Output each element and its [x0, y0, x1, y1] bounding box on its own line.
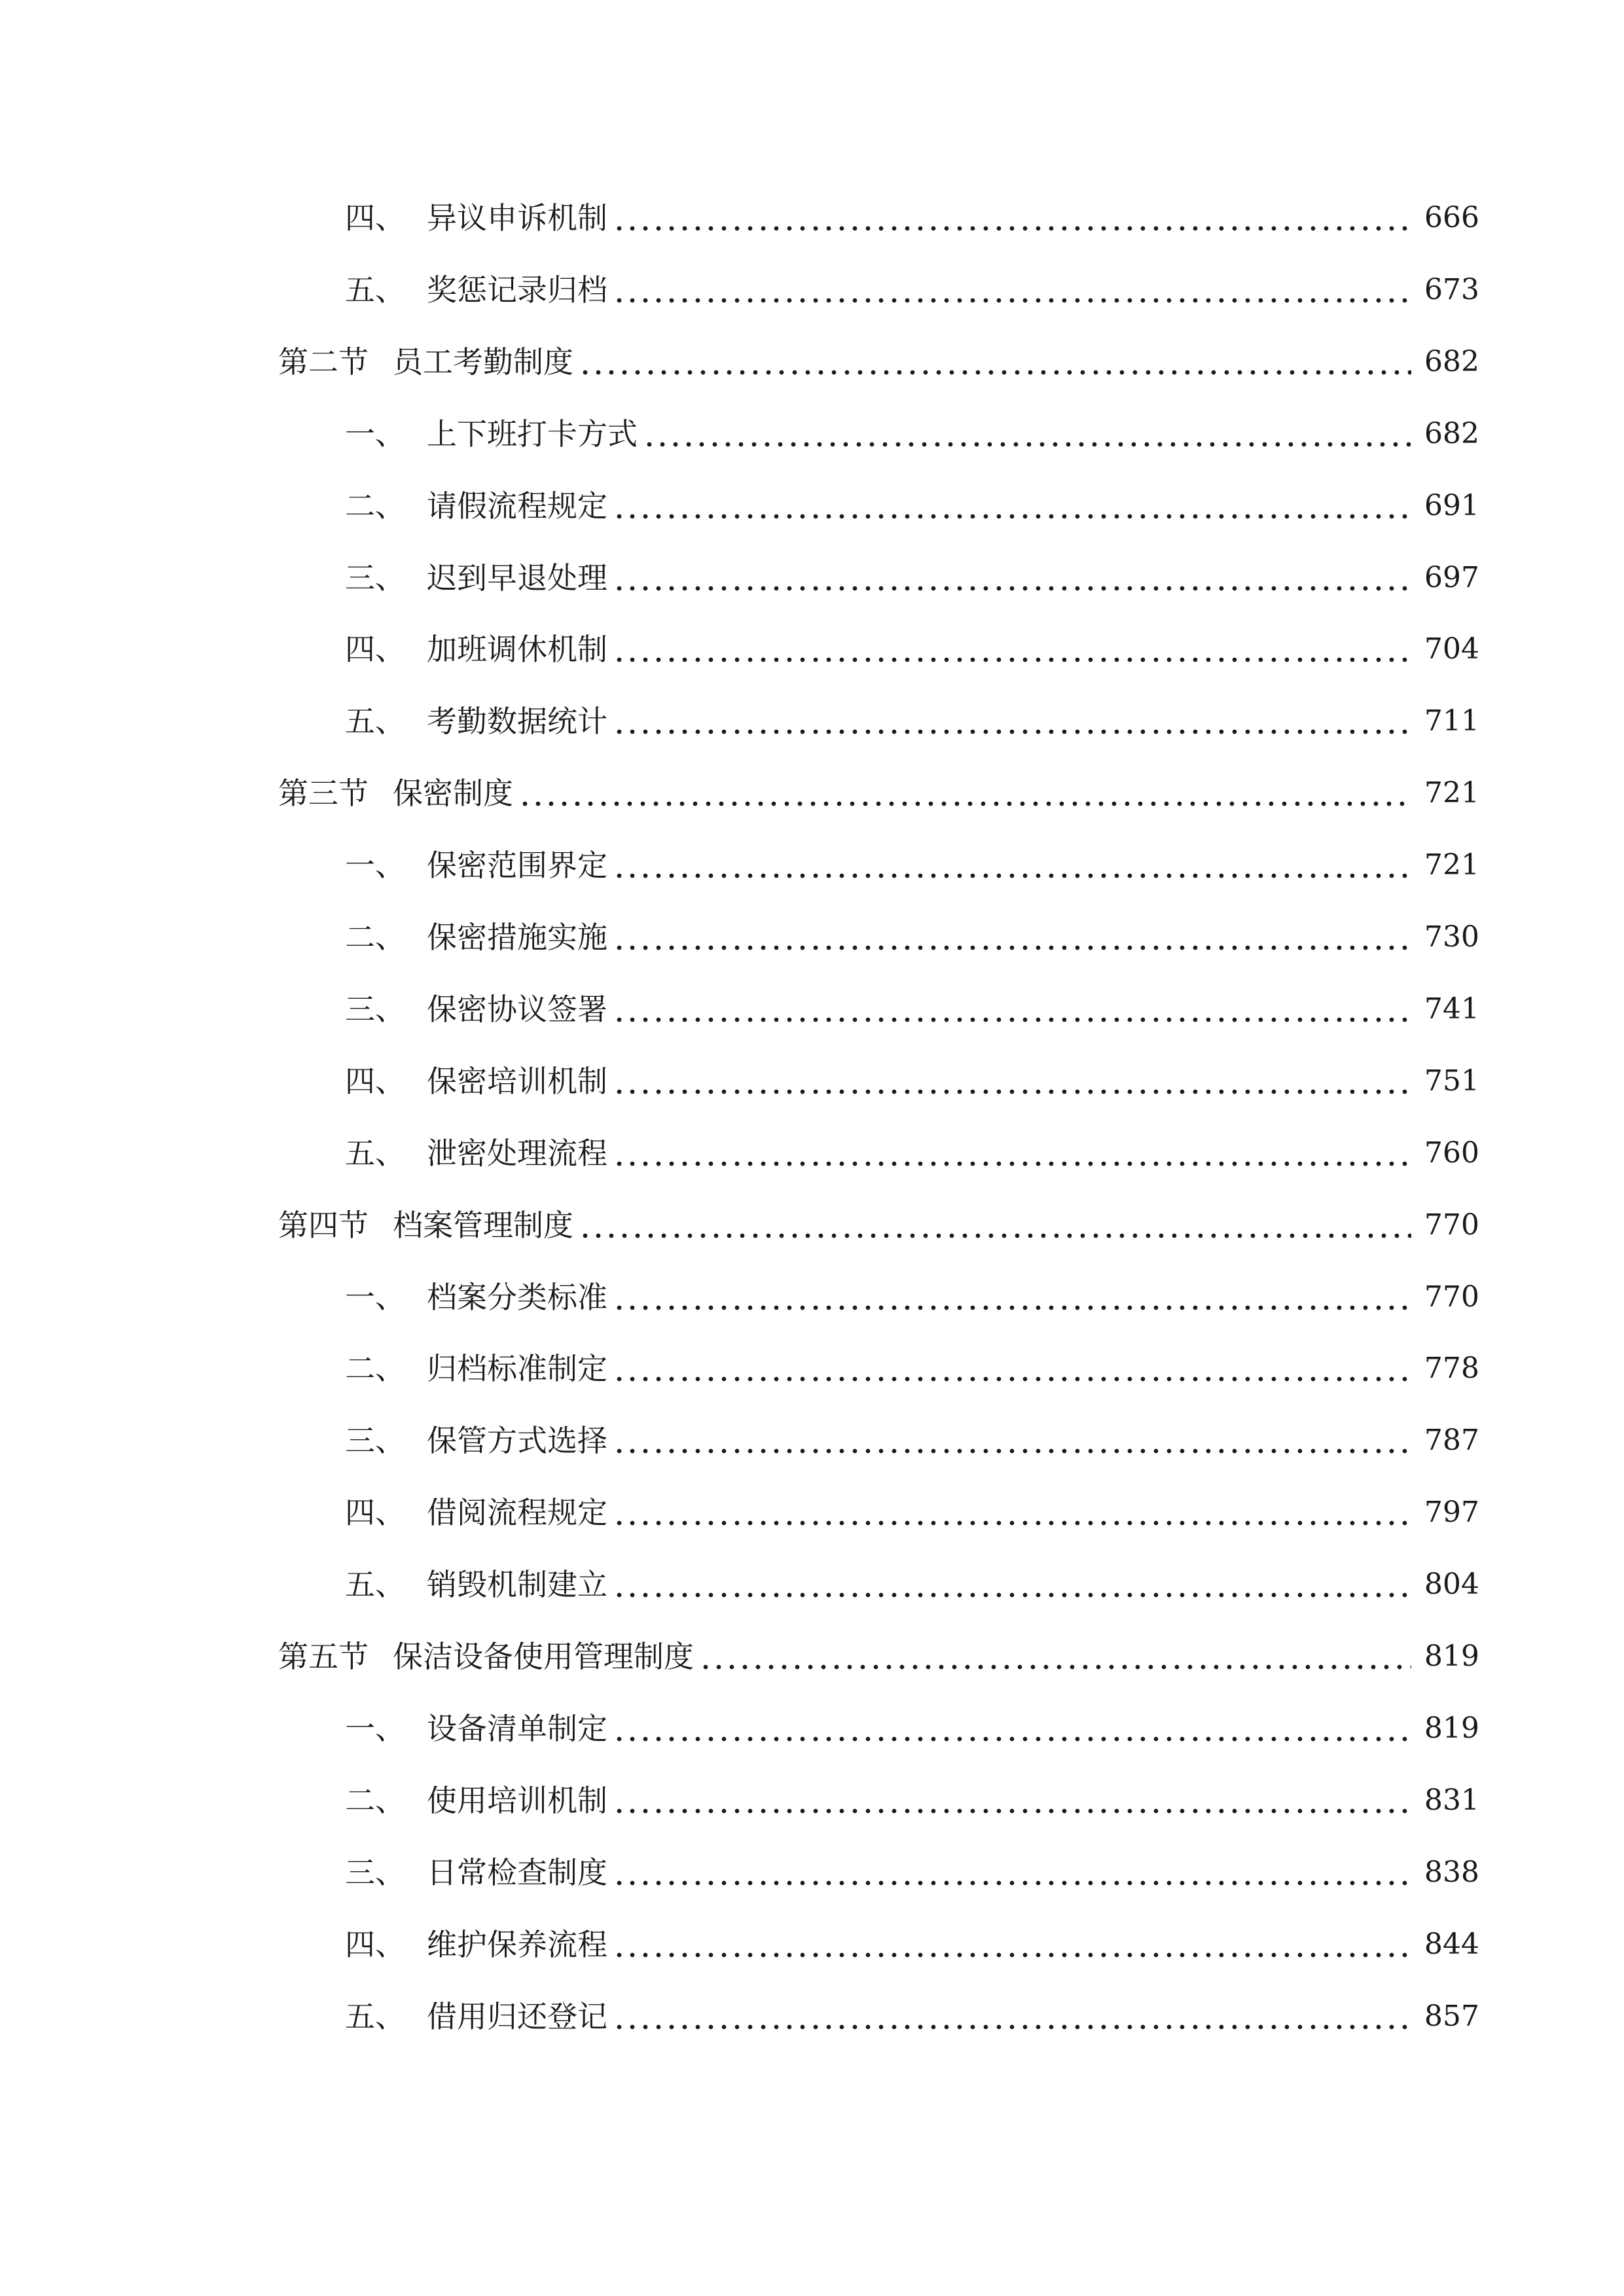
section-number: 第二节: [278, 344, 369, 380]
section-number: 第四节: [278, 1208, 369, 1243]
page-number: 721: [1424, 848, 1479, 882]
page-number: 673: [1424, 273, 1479, 306]
page-number: 819: [1424, 1712, 1479, 1745]
section-title: 员工考勤制度: [393, 344, 573, 380]
toc-section[interactable]: [278, 770, 1479, 816]
dot-leader: [613, 1706, 1411, 1751]
page-number: 770: [1424, 1280, 1479, 1314]
page-number: 844: [1424, 1928, 1479, 1961]
toc-entry[interactable]: [345, 698, 1479, 744]
page-number: 770: [1424, 1208, 1479, 1242]
entry-title: 档案分类标准: [427, 1280, 607, 1315]
dot-leader: [579, 1202, 1411, 1248]
entry-title: 设备清单制定: [427, 1711, 607, 1746]
entry-title: 迟到早退处理: [427, 560, 607, 596]
dot-leader: [518, 770, 1411, 816]
page-number: 787: [1424, 1424, 1479, 1457]
entry-number: 五、: [345, 1567, 405, 1602]
section-number: 第五节: [278, 1639, 369, 1674]
toc-section[interactable]: [278, 339, 1479, 385]
dot-leader: [613, 1274, 1411, 1320]
toc-entry[interactable]: [345, 1850, 1479, 1895]
entry-title: 归档标准制定: [427, 1351, 607, 1386]
page-number: 711: [1424, 704, 1479, 738]
page-number: 741: [1424, 992, 1479, 1026]
entry-number: 一、: [345, 1280, 405, 1315]
entry-number: 三、: [345, 1423, 405, 1458]
entry-number: 二、: [345, 1783, 405, 1818]
dot-leader: [613, 1850, 1411, 1895]
page-number: 730: [1424, 920, 1479, 954]
dot-leader: [613, 1562, 1411, 1607]
page-number: 751: [1424, 1064, 1479, 1098]
page-number: 682: [1424, 345, 1479, 378]
page-number: 819: [1424, 1640, 1479, 1673]
toc-entry[interactable]: [345, 1346, 1479, 1391]
entry-title: 借阅流程规定: [427, 1495, 607, 1530]
entry-number: 四、: [345, 1927, 405, 1962]
dot-leader: [613, 195, 1411, 241]
page-number: 704: [1424, 632, 1479, 666]
entry-title: 保密措施实施: [427, 920, 607, 955]
page-number: 721: [1424, 776, 1479, 810]
entry-title: 泄密处理流程: [427, 1136, 607, 1171]
page-number: 778: [1424, 1352, 1479, 1385]
dot-leader: [613, 267, 1411, 313]
entry-number: 一、: [345, 416, 405, 452]
toc-entry[interactable]: [345, 1562, 1479, 1607]
dot-leader: [579, 339, 1411, 385]
entry-number: 五、: [345, 1136, 405, 1171]
entry-number: 四、: [345, 200, 405, 236]
section-title: 保密制度: [393, 776, 513, 811]
entry-title: 保密协议签署: [427, 992, 607, 1027]
dot-leader: [613, 555, 1411, 601]
toc-entry[interactable]: [345, 842, 1479, 888]
entry-title: 销毁机制建立: [427, 1567, 607, 1602]
toc-entry[interactable]: [345, 1994, 1479, 2039]
dot-leader: [613, 1058, 1411, 1104]
toc-entry[interactable]: [345, 986, 1479, 1032]
toc-entry[interactable]: [345, 1706, 1479, 1751]
toc-entry[interactable]: [345, 411, 1479, 457]
entry-title: 借用归还登记: [427, 1999, 607, 2034]
dot-leader: [613, 698, 1411, 744]
entry-title: 保管方式选择: [427, 1423, 607, 1458]
entry-number: 二、: [345, 488, 405, 524]
entry-number: 三、: [345, 560, 405, 596]
page-number: 760: [1424, 1136, 1479, 1170]
page-number: 857: [1424, 2000, 1479, 2033]
entry-number: 三、: [345, 992, 405, 1027]
section-title: 档案管理制度: [393, 1208, 573, 1243]
entry-title: 保密培训机制: [427, 1064, 607, 1099]
entry-number: 五、: [345, 272, 405, 308]
toc-entry[interactable]: [345, 1418, 1479, 1463]
dot-leader: [613, 1778, 1411, 1823]
entry-title: 异议申诉机制: [427, 200, 607, 236]
toc-entry[interactable]: [345, 626, 1479, 672]
entry-number: 五、: [345, 704, 405, 739]
dot-leader: [699, 1634, 1411, 1679]
page-number: 797: [1424, 1496, 1479, 1529]
entry-title: 奖惩记录归档: [427, 272, 607, 308]
toc-entry[interactable]: [345, 1922, 1479, 1967]
toc-entry[interactable]: [345, 914, 1479, 960]
entry-number: 四、: [345, 1495, 405, 1530]
dot-leader: [613, 1130, 1411, 1176]
toc-entry[interactable]: [345, 195, 1479, 241]
dot-leader: [613, 626, 1411, 672]
section-number: 第三节: [278, 776, 369, 811]
dot-leader: [643, 411, 1411, 457]
entry-number: 五、: [345, 1999, 405, 2034]
entry-title: 日常检查制度: [427, 1855, 607, 1890]
page-number: 682: [1424, 417, 1479, 450]
entry-title: 保密范围界定: [427, 848, 607, 883]
dot-leader: [613, 1922, 1411, 1967]
entry-number: 一、: [345, 848, 405, 883]
entry-title: 使用培训机制: [427, 1783, 607, 1818]
page-number: 697: [1424, 561, 1479, 594]
toc-entry[interactable]: [345, 1130, 1479, 1176]
entry-title: 上下班打卡方式: [427, 416, 638, 452]
dot-leader: [613, 1490, 1411, 1535]
entry-title: 加班调休机制: [427, 632, 607, 667]
entry-number: 四、: [345, 632, 405, 667]
dot-leader: [613, 1346, 1411, 1391]
dot-leader: [613, 1418, 1411, 1463]
entry-number: 一、: [345, 1711, 405, 1746]
toc-entry[interactable]: [345, 555, 1479, 601]
dot-leader: [613, 986, 1411, 1032]
toc-entry[interactable]: [345, 1058, 1479, 1104]
entry-number: 四、: [345, 1064, 405, 1099]
entry-number: 三、: [345, 1855, 405, 1890]
entry-title: 请假流程规定: [427, 488, 607, 524]
section-title: 保洁设备使用管理制度: [393, 1639, 694, 1674]
dot-leader: [613, 842, 1411, 888]
dot-leader: [613, 483, 1411, 529]
toc-entry[interactable]: [345, 267, 1479, 313]
dot-leader: [613, 914, 1411, 960]
page-number: 831: [1424, 1784, 1479, 1817]
toc-section[interactable]: [278, 1202, 1479, 1248]
toc-entry[interactable]: [345, 483, 1479, 529]
toc-entry[interactable]: [345, 1274, 1479, 1320]
entry-title: 考勤数据统计: [427, 704, 607, 739]
toc-entry[interactable]: [345, 1490, 1479, 1535]
page-number: 691: [1424, 489, 1479, 522]
page-number: 838: [1424, 1856, 1479, 1889]
toc-entry[interactable]: [345, 1778, 1479, 1823]
toc-section[interactable]: [278, 1634, 1479, 1679]
entry-number: 二、: [345, 920, 405, 955]
page-number: 804: [1424, 1568, 1479, 1601]
entry-number: 二、: [345, 1351, 405, 1386]
entry-title: 维护保养流程: [427, 1927, 607, 1962]
dot-leader: [613, 1994, 1411, 2039]
page-number: 666: [1424, 201, 1479, 234]
